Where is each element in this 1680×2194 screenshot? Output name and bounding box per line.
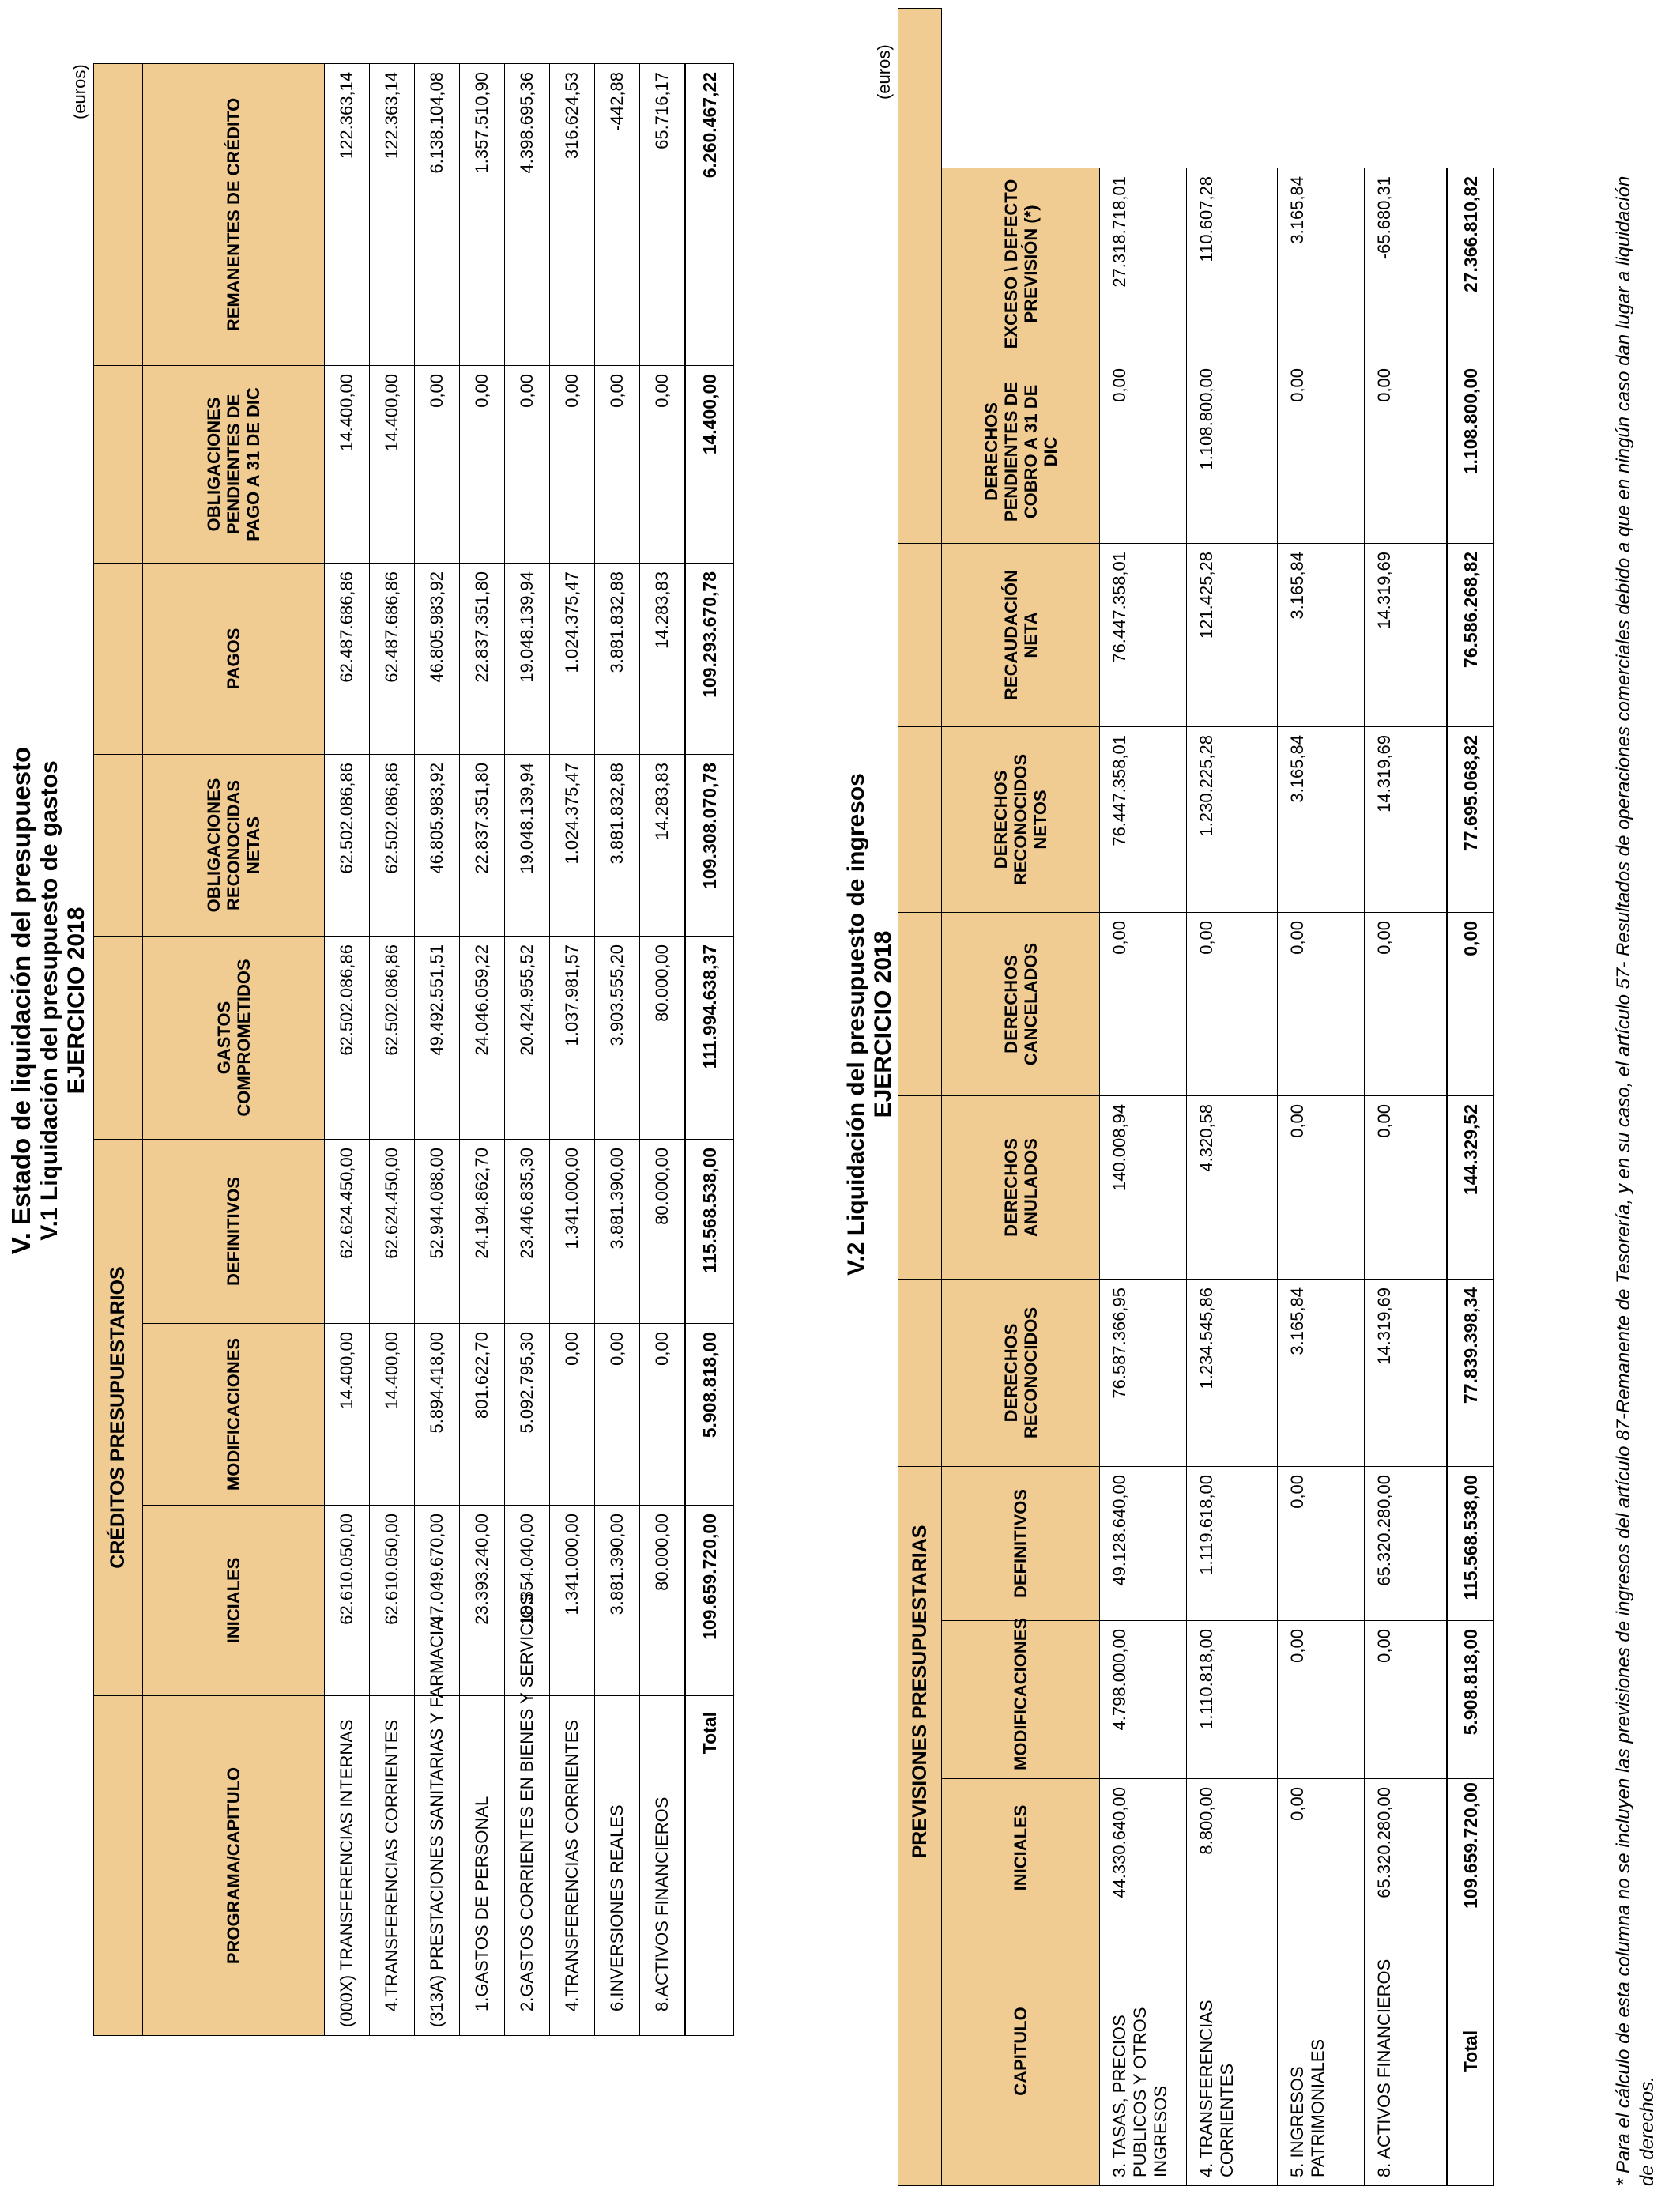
row-label: 4.TRANSFERENCIAS CORRIENTES xyxy=(550,1696,595,2036)
total-row xyxy=(685,63,734,2035)
table-cell: 0,00 xyxy=(550,1324,595,1506)
total-cell: 77.839.398,34 xyxy=(1448,1279,1494,1466)
row-label: 3. TASAS, PRECIOS PUBLICOS Y OTROS INGRESOS xyxy=(1100,1917,1187,2186)
table-cell: 4.798.000,00 xyxy=(1100,1621,1187,1779)
table-cell: 3.881.832,88 xyxy=(595,563,640,754)
table-cell: 110.607,28 xyxy=(1187,168,1278,360)
total-cell: 115.568.538,00 xyxy=(1448,1466,1494,1620)
total-cell: 76.586.268,82 xyxy=(1448,543,1494,726)
table-cell: 65.716,17 xyxy=(640,63,685,365)
col-recaudacion: RECAUDACIÓN NETA xyxy=(942,543,1100,726)
table-cell: 49.492.551,51 xyxy=(415,936,460,1139)
income-units: (euros) xyxy=(874,44,894,100)
total-cell: 5.908.818,00 xyxy=(1448,1621,1494,1779)
creditos-group-header: CRÉDITOS PRESUPUESTARIOS xyxy=(94,1139,143,1695)
total-cell: 0,00 xyxy=(1448,912,1494,1095)
expenses-header-spacer xyxy=(94,63,143,365)
table-cell: 62.502.086,86 xyxy=(370,754,415,936)
table-cell: 1.230.225,28 xyxy=(1187,726,1278,912)
table-cell: 62.610.050,00 xyxy=(325,1506,370,1696)
total-cell: 109.308.070,78 xyxy=(685,754,734,936)
total-cell: 77.695.068,82 xyxy=(1448,726,1494,912)
col-iniciales: INICIALES xyxy=(942,1779,1100,1917)
row-label: (313A) PRESTACIONES SANITARIAS Y FARMACIA xyxy=(415,1696,460,2036)
table-cell: 1.341.000,00 xyxy=(550,1139,595,1323)
col-gastos-comprometidos: GASTOS COMPROMETIDOS xyxy=(143,936,325,1139)
table-cell: 23.393.240,00 xyxy=(460,1506,505,1696)
table-cell: 46.805.983,92 xyxy=(415,563,460,754)
table-cell: 14.319,69 xyxy=(1365,1279,1448,1466)
col-pendientes-cobro: DERECHOS PENDIENTES DE COBRO A 31 DE DIC xyxy=(942,360,1100,543)
row-label: 4. TRANSFERENCIAS CORRIENTES xyxy=(1187,1917,1278,2186)
income-header-spacer xyxy=(898,726,942,912)
table-cell: 19.048.139,94 xyxy=(505,563,550,754)
table-cell: 1.037.981,57 xyxy=(550,936,595,1139)
table-cell: 14.283,83 xyxy=(640,754,685,936)
table-cell: 0,00 xyxy=(640,1324,685,1506)
income-year: EJERCICIO 2018 xyxy=(870,930,896,1118)
table-cell: 5.894.418,00 xyxy=(415,1324,460,1506)
table-cell: 0,00 xyxy=(595,365,640,563)
table-cell: 49.128.640,00 xyxy=(1100,1466,1187,1620)
table-cell: -442,88 xyxy=(595,63,640,365)
table-cell: 121.425,28 xyxy=(1187,543,1278,726)
income-header-spacer xyxy=(898,1279,942,1466)
table-cell: 1.234.545,86 xyxy=(1187,1279,1278,1466)
col-modificaciones: MODIFICACIONES xyxy=(942,1621,1100,1779)
col-derechos-cancelados: DERECHOS CANCELADOS xyxy=(942,912,1100,1095)
col-derechos-netos: DERECHOS RECONOCIDOS NETOS xyxy=(942,726,1100,912)
table-cell: 3.165,84 xyxy=(1278,543,1365,726)
expenses-table xyxy=(93,63,734,2036)
col-obligaciones-pendientes: OBLIGACIONES PENDIENTES DE PAGO A 31 DE DIC xyxy=(143,365,325,563)
table-cell: 14.400,00 xyxy=(325,365,370,563)
table-cell: 62.487.686,86 xyxy=(325,563,370,754)
table-cell: 3.881.832,88 xyxy=(595,754,640,936)
total-cell: 109.659.720,00 xyxy=(685,1506,734,1696)
table-cell: 80.000,00 xyxy=(640,1139,685,1323)
table-row xyxy=(415,63,460,2035)
table-row xyxy=(1365,8,1448,2185)
table-row xyxy=(640,63,685,2035)
col-iniciales: INICIALES xyxy=(143,1506,325,1696)
income-header-spacer xyxy=(898,1917,942,2186)
total-cell: 109.659.720,00 xyxy=(1448,1779,1494,1917)
expenses-title: V.1 Liquidación del presupuesto de gastos xyxy=(36,760,62,1241)
table-cell: 0,00 xyxy=(1278,360,1365,543)
total-cell: 14.400,00 xyxy=(685,365,734,563)
col-derechos-anulados: DERECHOS ANULADOS xyxy=(942,1095,1100,1279)
table-cell: 1.357.510,90 xyxy=(460,63,505,365)
table-cell: 14.283,83 xyxy=(640,563,685,754)
row-label: 5. INGRESOS PATRIMONIALES xyxy=(1278,1917,1365,2186)
table-cell: 62.624.450,00 xyxy=(325,1139,370,1323)
table-cell: 3.903.555,20 xyxy=(595,936,640,1139)
table-cell: 0,00 xyxy=(505,365,550,563)
table-cell: 0,00 xyxy=(1278,1466,1365,1620)
table-cell: 122.363,14 xyxy=(325,63,370,365)
row-label: (000X) TRANSFERENCIAS INTERNAS xyxy=(325,1696,370,2036)
table-cell: 14.400,00 xyxy=(325,1324,370,1506)
total-cell: 27.366.810,82 xyxy=(1448,168,1494,360)
table-cell: 1.119.618,00 xyxy=(1187,1466,1278,1620)
table-row xyxy=(1187,8,1278,2185)
total-label: Total xyxy=(685,1696,734,2036)
expenses-header-spacer xyxy=(94,365,143,563)
total-cell: 115.568.538,00 xyxy=(685,1139,734,1323)
table-cell: 0,00 xyxy=(1365,1621,1448,1779)
table-cell: 4.320,58 xyxy=(1187,1095,1278,1279)
table-cell: 52.944.088,00 xyxy=(415,1139,460,1323)
footnote: * Para el cálculo de esta columna no se incluyen las previsiones de ingresos del artículo 87-Remanente de Tesorería, y en su caso, el artículo 57- Resultados de operaciones comerciales debido a que en ningún caso dan lugar a liquidación de derechos. xyxy=(1613,175,1658,2186)
expenses-header-spacer xyxy=(94,563,143,754)
total-cell: 109.293.670,78 xyxy=(685,563,734,754)
row-label: 2.GASTOS CORRIENTES EN BIENES Y SERVICIOS xyxy=(505,1696,550,2036)
total-cell: 1.108.800,00 xyxy=(1448,360,1494,543)
col-exceso: EXCESO \ DEFECTO PREVISIÓN (*) xyxy=(942,168,1100,360)
table-cell: 65.320.280,00 xyxy=(1365,1779,1448,1917)
income-table xyxy=(898,8,1494,2186)
row-label: 6.INVERSIONES REALES xyxy=(595,1696,640,2036)
table-cell: 80.000,00 xyxy=(640,1506,685,1696)
total-cell: 111.994.638,37 xyxy=(685,936,734,1139)
table-row xyxy=(505,63,550,2035)
col-pagos: PAGOS xyxy=(143,563,325,754)
col-definitivos: DEFINITIVOS xyxy=(942,1466,1100,1620)
row-label: 1.GASTOS DE PERSONAL xyxy=(460,1696,505,2036)
total-cell: 144.329,52 xyxy=(1448,1095,1494,1279)
total-cell: 5.908.818,00 xyxy=(685,1324,734,1506)
table-cell: 62.624.450,00 xyxy=(370,1139,415,1323)
table-cell: 47.049.670,00 xyxy=(415,1506,460,1696)
expenses-body xyxy=(325,63,734,2035)
expenses-year: EJERCICIO 2018 xyxy=(63,907,89,1095)
table-cell: 3.165,84 xyxy=(1278,1279,1365,1466)
table-cell: 62.610.050,00 xyxy=(370,1506,415,1696)
table-cell: 3.165,84 xyxy=(1278,168,1365,360)
table-cell: 14.400,00 xyxy=(370,365,415,563)
col-modificaciones: MODIFICACIONES xyxy=(143,1324,325,1506)
table-cell: 801.622,70 xyxy=(460,1324,505,1506)
table-cell: 3.881.390,00 xyxy=(595,1139,640,1323)
income-title: V.2 Liquidación del presupuesto de ingresos xyxy=(843,773,869,1276)
table-cell: 0,00 xyxy=(1365,360,1448,543)
page-title: V. Estado de liquidación del presupuesto xyxy=(6,746,36,1255)
total-row xyxy=(1448,8,1494,2185)
table-cell: 0,00 xyxy=(1100,912,1187,1095)
table-cell: 0,00 xyxy=(640,365,685,563)
table-row xyxy=(595,63,640,2035)
table-cell: 22.837.351,80 xyxy=(460,563,505,754)
expenses-units: (euros) xyxy=(70,64,89,119)
table-cell: 3.881.390,00 xyxy=(595,1506,640,1696)
total-label: Total xyxy=(1448,1917,1494,2186)
table-row xyxy=(1100,8,1187,2185)
table-cell: 1.108.800,00 xyxy=(1187,360,1278,543)
table-cell: 0,00 xyxy=(460,365,505,563)
col-remanentes: REMANENTES DE CRÉDITO xyxy=(143,63,325,365)
expenses-header-spacer xyxy=(94,1696,143,2036)
table-cell: 0,00 xyxy=(1278,1095,1365,1279)
col-programa: PROGRAMA/CAPITULO xyxy=(143,1696,325,2036)
expenses-header-spacer xyxy=(94,936,143,1139)
table-cell: 4.398.695,36 xyxy=(505,63,550,365)
col-capitulo: CAPITULO xyxy=(942,1917,1100,2186)
income-body xyxy=(1100,8,1494,2185)
table-cell: 27.318.718,01 xyxy=(1100,168,1187,360)
col-definitivos: DEFINITIVOS xyxy=(143,1139,325,1323)
table-cell: 0,00 xyxy=(415,365,460,563)
table-cell: 0,00 xyxy=(1187,912,1278,1095)
table-row xyxy=(1278,8,1365,2185)
table-cell: 62.487.686,86 xyxy=(370,563,415,754)
table-cell: 5.092.795,30 xyxy=(505,1324,550,1506)
table-cell: 1.024.375,47 xyxy=(550,563,595,754)
table-cell: 0,00 xyxy=(1100,360,1187,543)
table-cell: 6.138.104,08 xyxy=(415,63,460,365)
table-cell: 76.447.358,01 xyxy=(1100,726,1187,912)
table-cell: 1.341.000,00 xyxy=(550,1506,595,1696)
table-cell: 122.363,14 xyxy=(370,63,415,365)
income-header-spacer xyxy=(898,912,942,1095)
table-cell: 65.320.280,00 xyxy=(1365,1466,1448,1620)
row-label: 8. ACTIVOS FINANCIEROS xyxy=(1365,1917,1448,2186)
income-header-spacer xyxy=(898,1095,942,1279)
previsiones-group-header: PREVISIONES PRESUPUESTARIAS xyxy=(898,1466,942,1917)
table-cell: 1.110.818,00 xyxy=(1187,1621,1278,1779)
table-cell: 62.502.086,86 xyxy=(325,754,370,936)
table-cell: 80.000,00 xyxy=(640,936,685,1139)
income-header-spacer xyxy=(898,360,942,543)
table-cell: 0,00 xyxy=(1278,1779,1365,1917)
table-row xyxy=(325,63,370,2035)
income-header-spacer xyxy=(898,168,942,360)
row-label: 8.ACTIVOS FINANCIEROS xyxy=(640,1696,685,2036)
table-cell: 24.194.862,70 xyxy=(460,1139,505,1323)
income-header-spacer xyxy=(898,8,942,168)
table-cell: 24.046.059,22 xyxy=(460,936,505,1139)
table-cell: 140.008,94 xyxy=(1100,1095,1187,1279)
table-cell: 23.446.835,30 xyxy=(505,1139,550,1323)
table-cell: 14.319,69 xyxy=(1365,726,1448,912)
table-row xyxy=(550,63,595,2035)
table-cell: 316.624,53 xyxy=(550,63,595,365)
table-cell: 18.354.040,00 xyxy=(505,1506,550,1696)
table-cell: 0,00 xyxy=(1278,912,1365,1095)
table-cell: 14.319,69 xyxy=(1365,543,1448,726)
col-obligaciones-reconocidas: OBLIGACIONES RECONOCIDAS NETAS xyxy=(143,754,325,936)
table-cell: 44.330.640,00 xyxy=(1100,1779,1187,1917)
table-cell: 19.048.139,94 xyxy=(505,754,550,936)
table-cell: 0,00 xyxy=(550,365,595,563)
table-cell: 1.024.375,47 xyxy=(550,754,595,936)
table-cell: 22.837.351,80 xyxy=(460,754,505,936)
table-row xyxy=(370,63,415,2035)
table-cell: 0,00 xyxy=(1365,1095,1448,1279)
table-cell: 0,00 xyxy=(1278,1621,1365,1779)
table-cell: 14.400,00 xyxy=(370,1324,415,1506)
table-cell: 8.800,00 xyxy=(1187,1779,1278,1917)
table-cell: 62.502.086,86 xyxy=(370,936,415,1139)
table-cell: 76.447.358,01 xyxy=(1100,543,1187,726)
table-cell: 0,00 xyxy=(595,1324,640,1506)
col-derechos-reconocidos: DERECHOS RECONOCIDOS xyxy=(942,1279,1100,1466)
total-cell: 6.260.467,22 xyxy=(685,63,734,365)
income-header-spacer xyxy=(898,543,942,726)
table-cell: 62.502.086,86 xyxy=(325,936,370,1139)
expenses-header-spacer xyxy=(94,754,143,936)
table-cell: 20.424.955,52 xyxy=(505,936,550,1139)
table-cell: 3.165,84 xyxy=(1278,726,1365,912)
row-label: 4.TRANSFERENCIAS CORRIENTES xyxy=(370,1696,415,2036)
table-cell: -65.680,31 xyxy=(1365,168,1448,360)
table-cell: 76.587.366,95 xyxy=(1100,1279,1187,1466)
table-cell: 0,00 xyxy=(1365,912,1448,1095)
table-row xyxy=(460,63,505,2035)
table-cell: 46.805.983,92 xyxy=(415,754,460,936)
